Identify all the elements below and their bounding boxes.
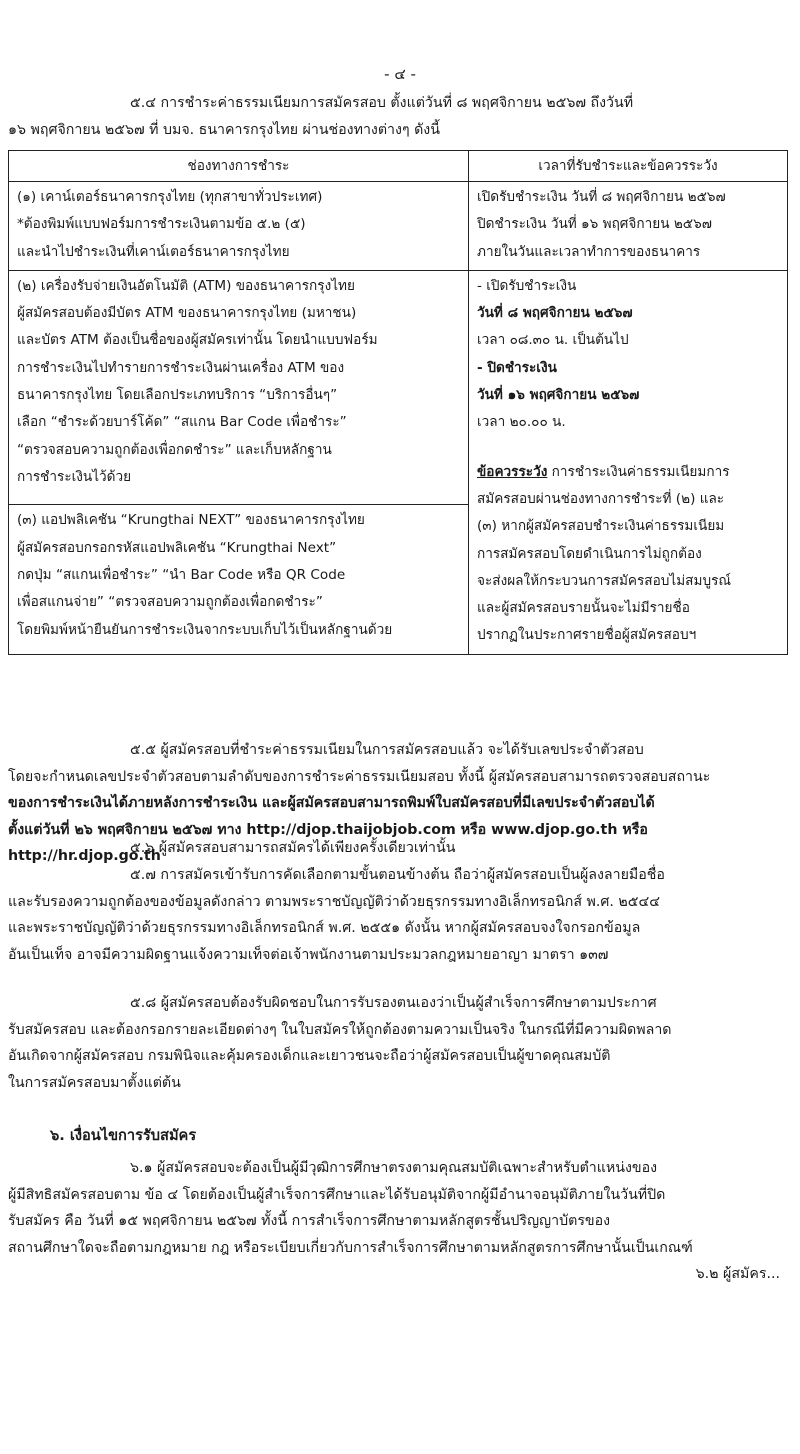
paragraph-line: ๖.๑ ผู้สมัครสอบจะต้องเป็นผู้มีวุฒิการศึกษาตรงตามคุณสมบัติเฉพาะสำหรับตำแหน่งของ: [130, 1160, 658, 1176]
cell-line: - เปิดรับชำระเงิน: [477, 277, 577, 294]
section-6-1: [8, 1155, 790, 1261]
cell-line: ธนาคารกรุงไทย โดยเลือกประเภทบริการ “บริการอื่นๆ”: [17, 387, 338, 404]
paragraph-line: รับสมัคร คือ วันที่ ๑๕ พฤศจิกายน ๒๕๖๗ ทั้งนี้ การสำเร็จการศึกษาตามหลักสูตรชั้นปริญญาบัตรของ: [8, 1213, 611, 1230]
table-row-atm: [9, 270, 788, 505]
cell-line: สมัครสอบผ่านช่องทางการชำระที่ (๒) และ: [477, 490, 725, 507]
section-5-7: [8, 862, 790, 968]
channel-app-cell: [9, 505, 469, 654]
cell-line: เวลา ๒๐.๐๐ น.: [477, 414, 566, 431]
cell-line: (๓) แอปพลิเคชัน “Krungthai NEXT” ของธนาคารกรุงไทย: [17, 512, 365, 529]
section-5-4-intro: [8, 90, 790, 143]
cell-line: (๒) เครื่องรับจ่ายเงินอัตโนมัติ (ATM) ของธนาคารกรุงไทย: [17, 277, 355, 294]
paragraph-line: อันเกิดจากผู้สมัครสอบ กรมพินิจและคุ้มครองเด็กและเยาวชนจะถือว่าผู้สมัครสอบเป็นผู้ขาดคุณสมบัติ: [8, 1048, 611, 1065]
cell-line: (๑) เคาน์เตอร์ธนาคารกรุงไทย (ทุกสาขาทั่วประเทศ): [17, 189, 323, 205]
paragraph-line: ๕.๕ ผู้สมัครสอบที่ชำระค่าธรรมเนียมในการสมัครสอบแล้ว จะได้รับเลขประจำตัวสอบ: [130, 742, 644, 758]
cell-line: - ปิดชำระเงิน: [477, 359, 557, 376]
paragraph-line: รับสมัครสอบ และต้องกรอกรายละเอียดต่างๆ ในใบสมัครให้ถูกต้องตามความเป็นจริง ในกรณีที่มีความผิดพลาด: [8, 1021, 672, 1038]
caution-label: ข้อควรระวัง: [477, 463, 548, 480]
table-header-row: [9, 151, 788, 182]
cell-line: การชำระเงินไปทำรายการชำระเงินผ่านเครื่อง ATM ของ: [17, 359, 345, 376]
section-5-6: [8, 835, 790, 862]
cell-line: เลือก “ชำระด้วยบาร์โค้ด” “สแกน Bar Code เพื่อชำระ”: [17, 414, 347, 431]
paragraph-line: สถานศึกษาใดจะถือตามกฎหมาย กฎ หรือระเบียบเกี่ยวกับการสำเร็จการศึกษาตามหลักสูตรการศึกษานั้นเป็นเกณฑ์: [8, 1239, 693, 1256]
paragraph-line: ๕.๗ การสมัครเข้ารับการคัดเลือกตามขั้นตอนข้างต้น ถือว่าผู้สมัครสอบเป็นผู้ลงลายมือชื่อ: [130, 867, 665, 883]
time-counter-cell: [469, 182, 788, 271]
paragraph-line: โดยจะกำหนดเลขประจำตัวสอบตามลำดับของการชำระค่าธรรมเนียมสอบ ทั้งนี้ ผู้สมัครสอบสามารถตรวจสอบสถานะ: [8, 768, 711, 785]
cell-line: จะส่งผลให้กระบวนการสมัครสอบไม่สมบูรณ์: [477, 572, 731, 589]
page-number: - ๔ -: [384, 65, 416, 83]
cell-line: ปิดชำระเงิน วันที่ ๑๖ พฤศจิกายน ๒๕๖๗: [477, 216, 712, 233]
intro-line: ๕.๔ การชำระค่าธรรมเนียมการสมัครสอบ ตั้งแต่วันที่ ๘ พฤศจิกายน ๒๕๖๗ ถึงวันที่: [130, 95, 634, 111]
cell-line: ภายในวันและเวลาทำการของธนาคาร: [477, 243, 701, 260]
paragraph-line: ๕.๘ ผู้สมัครสอบต้องรับผิดชอบในการรับรองตนเองว่าเป็นผู้สำเร็จการศึกษาตามประกาศ: [130, 995, 657, 1011]
cell-line: และนำไปชำระเงินที่เคาน์เตอร์ธนาคารกรุงไทย: [17, 243, 290, 260]
cell-line: เพื่อสแกนจ่าย” “ตรวจสอบความถูกต้องเพื่อกดชำระ”: [17, 594, 323, 611]
table-row-counter: [9, 182, 788, 271]
paragraph-line: และรับรองความถูกต้องของข้อมูลดังกล่าว ตามพระราชบัญญัติว่าด้วยธุรกรรมทางอิเล็กทรอนิกส์ พ.ศ. ๒๕๔๔: [8, 893, 660, 910]
cell-line: การสมัครสอบโดยดำเนินการไม่ถูกต้อง: [477, 545, 702, 562]
cell-line: และผู้สมัครสอบรายนั้นจะไม่มีรายชื่อ: [477, 600, 690, 617]
section-6-heading: ๖. เงื่อนไขการรับสมัคร: [50, 1127, 197, 1144]
intro-line: ๑๖ พฤศจิกายน ๒๕๖๗ ที่ บมจ. ธนาคารกรุงไทย ผ่านช่องทางต่างๆ ดังนี้: [8, 121, 440, 138]
column-header-channel: ช่องทางการชำระ: [9, 151, 469, 182]
cell-line: ปรากฏในประกาศรายชื่อผู้สมัครสอบฯ: [477, 627, 697, 644]
paragraph-line: ของการชำระเงินได้ภายหลังการชำระเงิน และผู้สมัครสอบสามารถพิมพ์ใบสมัครสอบที่มีเลขประจำตัวสอบได้: [8, 795, 655, 812]
paragraph-line: ๕.๖ ผู้สมัครสอบสามารถสมัครได้เพียงครั้งเดียวเท่านั้น: [130, 840, 456, 856]
paragraph-line: ในการสมัครสอบมาตั้งแต่ต้น: [8, 1074, 181, 1091]
cell-line: โดยพิมพ์หน้ายืนยันการชำระเงินจากระบบเก็บไว้เป็นหลักฐานด้วย: [17, 621, 393, 638]
continuation-note: ๖.๒ ผู้สมัคร...: [695, 1266, 780, 1282]
caution-text: การชำระเงินค่าธรรมเนียมการ: [547, 463, 730, 480]
cell-line: “ตรวจสอบความถูกต้องเพื่อกดชำระ” และเก็บหลักฐาน: [17, 441, 332, 458]
cell-line: ผู้สมัครสอบต้องมีบัตร ATM ของธนาคารกรุงไทย (มหาชน): [17, 305, 357, 322]
section-5-8: [8, 990, 790, 1096]
cell-line: วันที่ ๘ พฤศจิกายน ๒๕๖๗: [477, 305, 633, 322]
caution-line: [477, 459, 781, 486]
cell-line: กดปุ่ม “สแกนเพื่อชำระ” “นำ Bar Code หรือ QR Code: [17, 567, 346, 584]
cell-line: เวลา ๐๘.๓๐ น. เป็นต้นไป: [477, 332, 629, 349]
paragraph-line: และพระราชบัญญัติว่าด้วยธุรกรรมทางอิเล็กทรอนิกส์ พ.ศ. ๒๕๕๑ ดังนั้น หากผู้สมัครสอบจงใจกรอกข้อมูล: [8, 920, 641, 937]
cell-line: วันที่ ๑๖ พฤศจิกายน ๒๕๖๗: [477, 387, 640, 404]
payment-channels-table: [8, 150, 788, 655]
cell-line: เปิดรับชำระเงิน วันที่ ๘ พฤศจิกายน ๒๕๖๗: [477, 189, 726, 205]
cell-line: (๓) หากผู้สมัครสอบชำระเงินค่าธรรมเนียม: [477, 518, 725, 535]
cell-line: *ต้องพิมพ์แบบฟอร์มการชำระเงินตามข้อ ๕.๒ (๕): [17, 216, 306, 233]
paragraph-line: อันเป็นเท็จ อาจมีความผิดฐานแจ้งความเท็จต่อเจ้าพนักงานตามประมวลกฎหมายอาญา มาตรา ๑๓๗: [8, 946, 609, 963]
time-atm-app-cell: [469, 270, 788, 654]
cell-line: และบัตร ATM ต้องเป็นชื่อของผู้สมัครเท่านั้น โดยนำแบบฟอร์ม: [17, 332, 378, 349]
paragraph-line: ผู้มีสิทธิสมัครสอบตาม ข้อ ๔ โดยต้องเป็นผู้สำเร็จการศึกษาและได้รับอนุมัติจากผู้มีอำนาจอนุมัติภายในวันที่ปิด: [8, 1186, 666, 1203]
paragraph-line: ตั้งแต่วันที่ ๒๖ พฤศจิกายน ๒๕๖๗ ทาง http://djop.thaijobjob.com หรือ www.djop.go.th หรือ http://hr.djop.go.th: [8, 821, 648, 865]
cell-line: ผู้สมัครสอบกรอกรหัสแอปพลิเคชัน “Krungthai Next”: [17, 539, 337, 556]
column-header-time: เวลาที่รับชำระและข้อควรระวัง: [469, 151, 788, 182]
channel-counter-cell: [9, 182, 469, 271]
cell-line: การชำระเงินไว้ด้วย: [17, 468, 132, 485]
channel-atm-cell: [9, 270, 469, 505]
